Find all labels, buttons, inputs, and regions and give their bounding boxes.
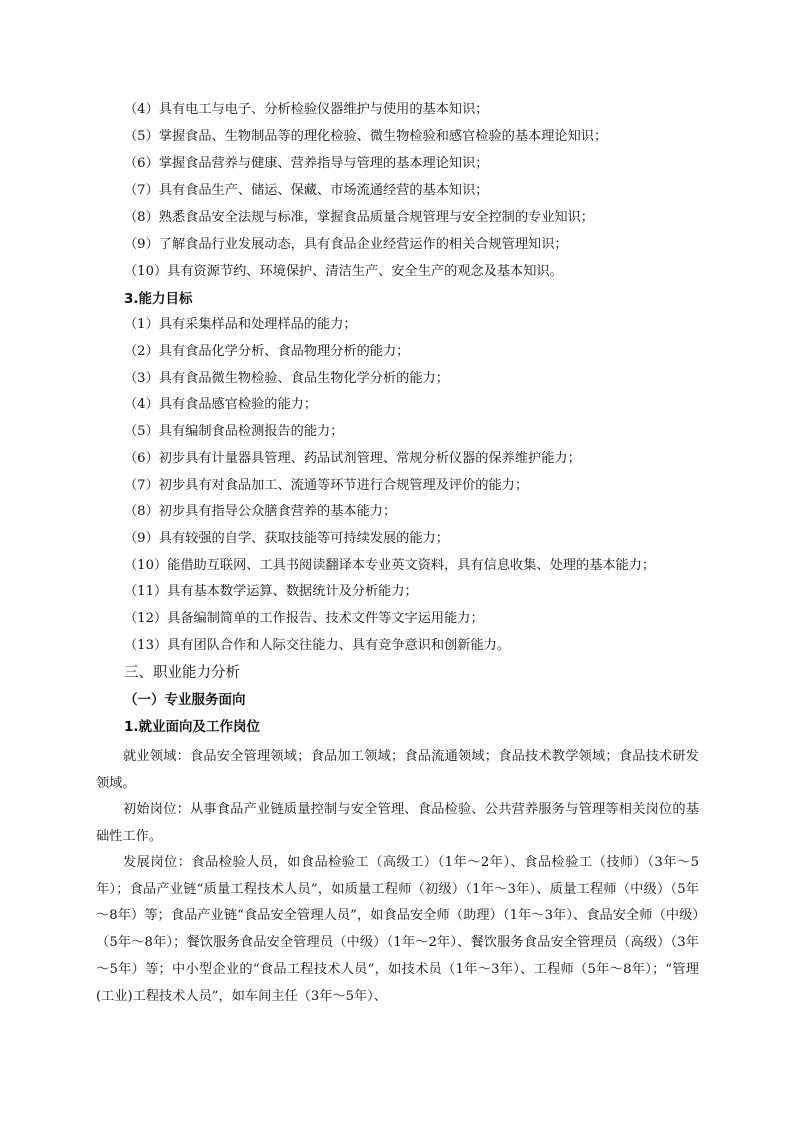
knowledge-item-7: （7）具有食品生产、储运、保藏、市场流通经营的基本知识；: [124, 183, 489, 198]
ability-item-1: （1）具有采集样品和处理样品的能力；: [124, 317, 357, 332]
subsection-heading: （一）专业服务面向: [124, 692, 246, 708]
knowledge-item-6: （6）掌握食品营养与健康、营养指导与管理的基本理论知识；: [124, 156, 489, 171]
knowledge-item-9: （9）了解食品行业发展动态，具有食品企业经营运作的相关合规管理知识；: [124, 237, 568, 252]
employment-fields-paragraph: 就业领域：食品安全管理领域；食品加工领域；食品流通领域；食品技术教学领域；食品技术研发领域。: [96, 749, 699, 791]
ability-item-9: （9）具有较强的自学、获取技能等可持续发展的能力；: [124, 531, 449, 546]
ability-item-6: （6）初步具有计量器具管理、药品试剂管理、常规分析仪器的保养维护能力；: [124, 451, 581, 466]
ability-item-8: （8）初步具有指导公众膳食营养的基本能力；: [124, 504, 397, 519]
knowledge-item-4: （4）具有电工与电子、分析检验仪器维护与使用的基本知识；: [124, 102, 489, 117]
initial-positions-paragraph: 初始岗位：从事食品产业链质量控制与安全管理、食品检验、公共营养服务与管理等相关岗位的基础性工作。: [96, 802, 699, 844]
development-positions-paragraph: 发展岗位：食品检验人员，如食品检验工（高级工）（1年～2年）、食品检验工（技师）（3年～5年）；食品产业链“质量工程技术人员”，如质量工程师（初级）（1年～3年）、质量工程师（中级）（5年～8年）等；食品产业链“食品安全管理人员”，如食品安全师（助理）（1年～3年）、食品安全师（中级）（5年～8年）；餐饮服务食品安全管理员（中级）（1年～2年）、餐饮服务食品安全管理员（高级）（3年～5年）等；中小型企业的“食品工程技术人员”，如技术员（1年～3年）、工程师（5年～8年）；“管理(工业)工程技术人员”，如车间主任（3年～5年）、: [96, 855, 699, 1004]
ability-item-3: （3）具有食品微生物检验、食品生物化学分析的能力；: [124, 371, 449, 386]
knowledge-item-5: （5）掌握食品、生物制品等的理化检验、微生物检验和感官检验的基本理论知识；: [124, 129, 608, 144]
ability-item-12: （12）具备编制简单的工作报告、技术文件等文字运用能力；: [124, 611, 484, 626]
ability-item-11: （11）具有基本数学运算、数据统计及分析能力；: [124, 584, 418, 599]
ability-item-5: （5）具有编制食品检测报告的能力；: [124, 424, 344, 439]
ability-item-2: （2）具有食品化学分析、食品物理分析的能力；: [124, 344, 410, 359]
knowledge-item-8: （8）熟悉食品安全法规与标准，掌握食品质量合规管理与安全控制的专业知识；: [124, 210, 594, 225]
section-heading: 三、职业能力分析: [124, 665, 240, 681]
employment-heading: 1.就业面向及工作岗位: [124, 719, 261, 735]
knowledge-item-10: （10）具有资源节约、环境保护、清洁生产、安全生产的观念及基本知识。: [124, 264, 563, 279]
ability-item-4: （4）具有食品感官检验的能力；: [124, 397, 318, 412]
ability-item-10: （10）能借助互联网、工具书阅读翻译本专业英文资料，具有信息收集、处理的基本能力；: [124, 558, 656, 573]
ability-item-7: （7）初步具有对食品加工、流通等环节进行合规管理及评价的能力；: [124, 478, 529, 493]
ability-item-13: （13）具有团队合作和人际交往能力、具有竞争意识和创新能力。: [124, 638, 511, 653]
ability-heading: 3.能力目标: [124, 291, 193, 307]
